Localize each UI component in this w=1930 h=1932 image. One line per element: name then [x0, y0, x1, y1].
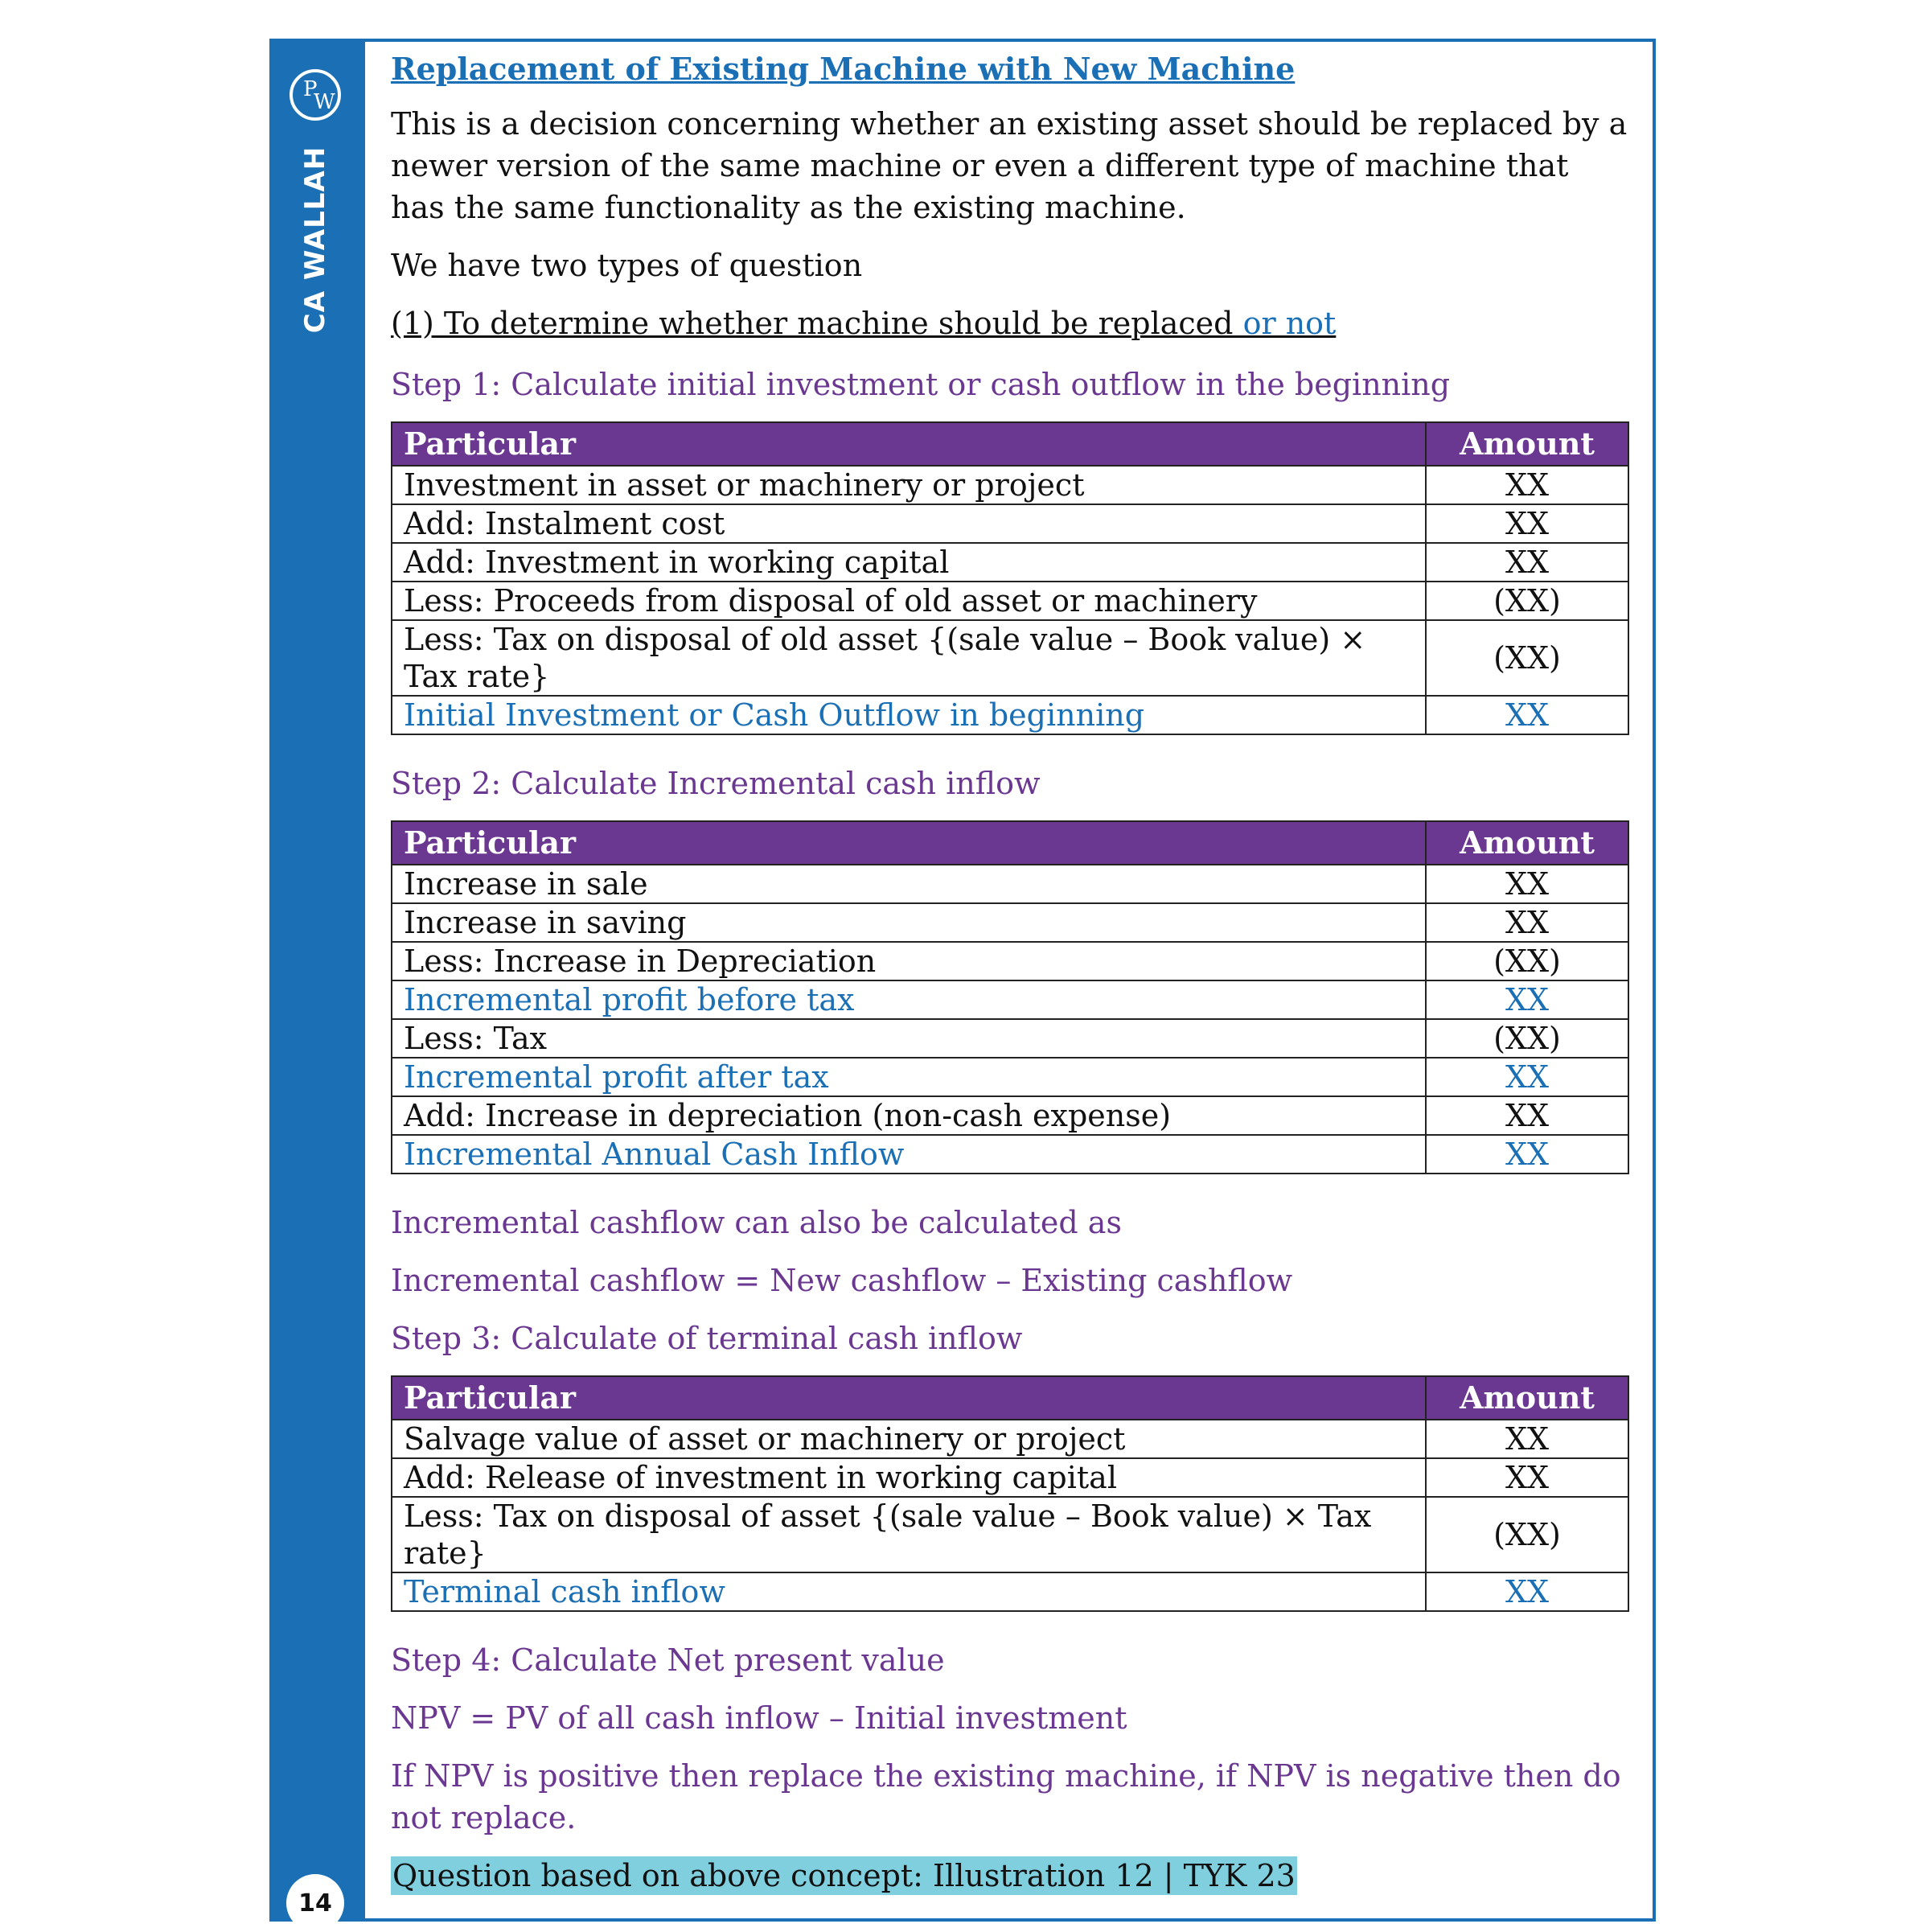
step-4-heading: Step 4: Calculate Net present value	[391, 1642, 945, 1678]
sidebar	[269, 39, 362, 1922]
row-amount: XX	[1426, 1135, 1628, 1174]
row-particular: Add: Instalment cost	[392, 504, 1426, 543]
npv-decision-rule: If NPV is positive then replace the existing machine, if NPV is negative then do not replace.	[391, 1758, 1621, 1835]
row-particular: Incremental Annual Cash Inflow	[392, 1135, 1426, 1174]
table-row	[392, 504, 1628, 543]
table-row	[392, 1458, 1628, 1497]
row-particular: Add: Investment in working capital	[392, 543, 1426, 582]
question-type-1-main: (1) To determine whether machine should be replaced	[391, 306, 1234, 341]
row-particular: Increase in saving	[392, 903, 1426, 942]
row-amount: (XX)	[1426, 620, 1628, 696]
table-row	[392, 942, 1628, 980]
question-type-1-tail: or not	[1233, 306, 1337, 341]
table-header-row	[392, 821, 1628, 865]
row-amount: XX	[1426, 865, 1628, 903]
table-row	[392, 1096, 1628, 1135]
row-amount: (XX)	[1426, 1019, 1628, 1058]
npv-formula: NPV = PV of all cash inflow – Initial investment	[391, 1700, 1127, 1736]
table-row	[392, 582, 1628, 620]
row-amount: XX	[1426, 696, 1628, 734]
row-amount: XX	[1426, 1572, 1628, 1611]
incremental-formula: Incremental cashflow = New cashflow – Existing cashflow	[391, 1263, 1293, 1298]
row-particular: Less: Proceeds from disposal of old asset or machinery	[392, 582, 1426, 620]
row-amount: XX	[1426, 1458, 1628, 1497]
row-amount: XX	[1426, 543, 1628, 582]
question-reference-highlight: Question based on above concept: Illustration 12 | TYK 23	[392, 1858, 1296, 1893]
page-number: 14	[286, 1874, 344, 1932]
row-amount: XX	[1426, 903, 1628, 942]
table-row	[392, 620, 1628, 696]
row-amount: XX	[1426, 980, 1628, 1019]
table-header-row	[392, 1376, 1628, 1420]
incremental-cash-inflow-table	[391, 820, 1629, 1174]
table-row	[392, 1497, 1628, 1572]
step-2-heading: Step 2: Calculate Incremental cash inflow	[391, 766, 1041, 801]
header-amount: Amount	[1426, 821, 1628, 865]
table-row-total	[392, 1135, 1628, 1174]
logo-letter-w: W	[314, 90, 335, 114]
logo-letter-p: P	[303, 77, 318, 101]
step-1-heading: Step 1: Calculate initial investment or cash outflow in the beginning	[391, 367, 1451, 402]
pw-logo	[290, 69, 341, 121]
brand-label: CA WALLAH	[299, 146, 331, 334]
table-row	[392, 1420, 1628, 1458]
table-row-subtotal	[392, 1058, 1628, 1096]
header-particular: Particular	[392, 821, 1426, 865]
row-particular: Initial Investment or Cash Outflow in beginning	[392, 696, 1426, 734]
row-amount: (XX)	[1426, 582, 1628, 620]
table-row	[392, 1019, 1628, 1058]
row-particular: Add: Release of investment in working capital	[392, 1458, 1426, 1497]
question-reference	[391, 1855, 1629, 1897]
question-type-1	[391, 302, 1629, 344]
header-particular: Particular	[392, 422, 1426, 466]
table-row-total	[392, 696, 1628, 734]
step-3-heading: Step 3: Calculate of terminal cash inflow	[391, 1321, 1023, 1356]
two-types-text: We have two types of question	[391, 248, 863, 283]
row-particular: Less: Tax on disposal of asset {(sale value – Book value) × Tax rate}	[392, 1497, 1426, 1572]
table-header-row	[392, 422, 1628, 466]
row-particular: Incremental profit after tax	[392, 1058, 1426, 1096]
table-row-subtotal	[392, 980, 1628, 1019]
intro-paragraph: This is a decision concerning whether an existing asset should be replaced by a newer version of the same machine or even a different type of machine that has the same functionality as the existing machine.	[391, 106, 1628, 225]
initial-investment-table	[391, 421, 1629, 735]
row-particular: Add: Increase in depreciation (non-cash expense)	[392, 1096, 1426, 1135]
row-amount: XX	[1426, 1420, 1628, 1458]
header-amount: Amount	[1426, 1376, 1628, 1420]
row-amount: XX	[1426, 1096, 1628, 1135]
page-content	[391, 48, 1629, 1897]
terminal-cash-inflow-table	[391, 1375, 1629, 1612]
row-amount: XX	[1426, 466, 1628, 504]
table-row	[392, 865, 1628, 903]
table-row	[392, 543, 1628, 582]
table-row-total	[392, 1572, 1628, 1611]
row-amount: XX	[1426, 504, 1628, 543]
row-particular: Less: Increase in Depreciation	[392, 942, 1426, 980]
row-particular: Increase in sale	[392, 865, 1426, 903]
table-row	[392, 466, 1628, 504]
row-particular: Incremental profit before tax	[392, 980, 1426, 1019]
row-particular: Salvage value of asset or machinery or project	[392, 1420, 1426, 1458]
row-amount: XX	[1426, 1058, 1628, 1096]
row-particular: Terminal cash inflow	[392, 1572, 1426, 1611]
row-amount: (XX)	[1426, 1497, 1628, 1572]
row-particular: Investment in asset or machinery or project	[392, 466, 1426, 504]
row-particular: Less: Tax on disposal of old asset {(sale value – Book value) × Tax rate}	[392, 620, 1426, 696]
header-amount: Amount	[1426, 422, 1628, 466]
row-amount: (XX)	[1426, 942, 1628, 980]
incremental-note: Incremental cashflow can also be calculated as	[391, 1205, 1122, 1240]
page-title: Replacement of Existing Machine with New Machine	[391, 51, 1296, 87]
row-particular: Less: Tax	[392, 1019, 1426, 1058]
table-row	[392, 903, 1628, 942]
header-particular: Particular	[392, 1376, 1426, 1420]
